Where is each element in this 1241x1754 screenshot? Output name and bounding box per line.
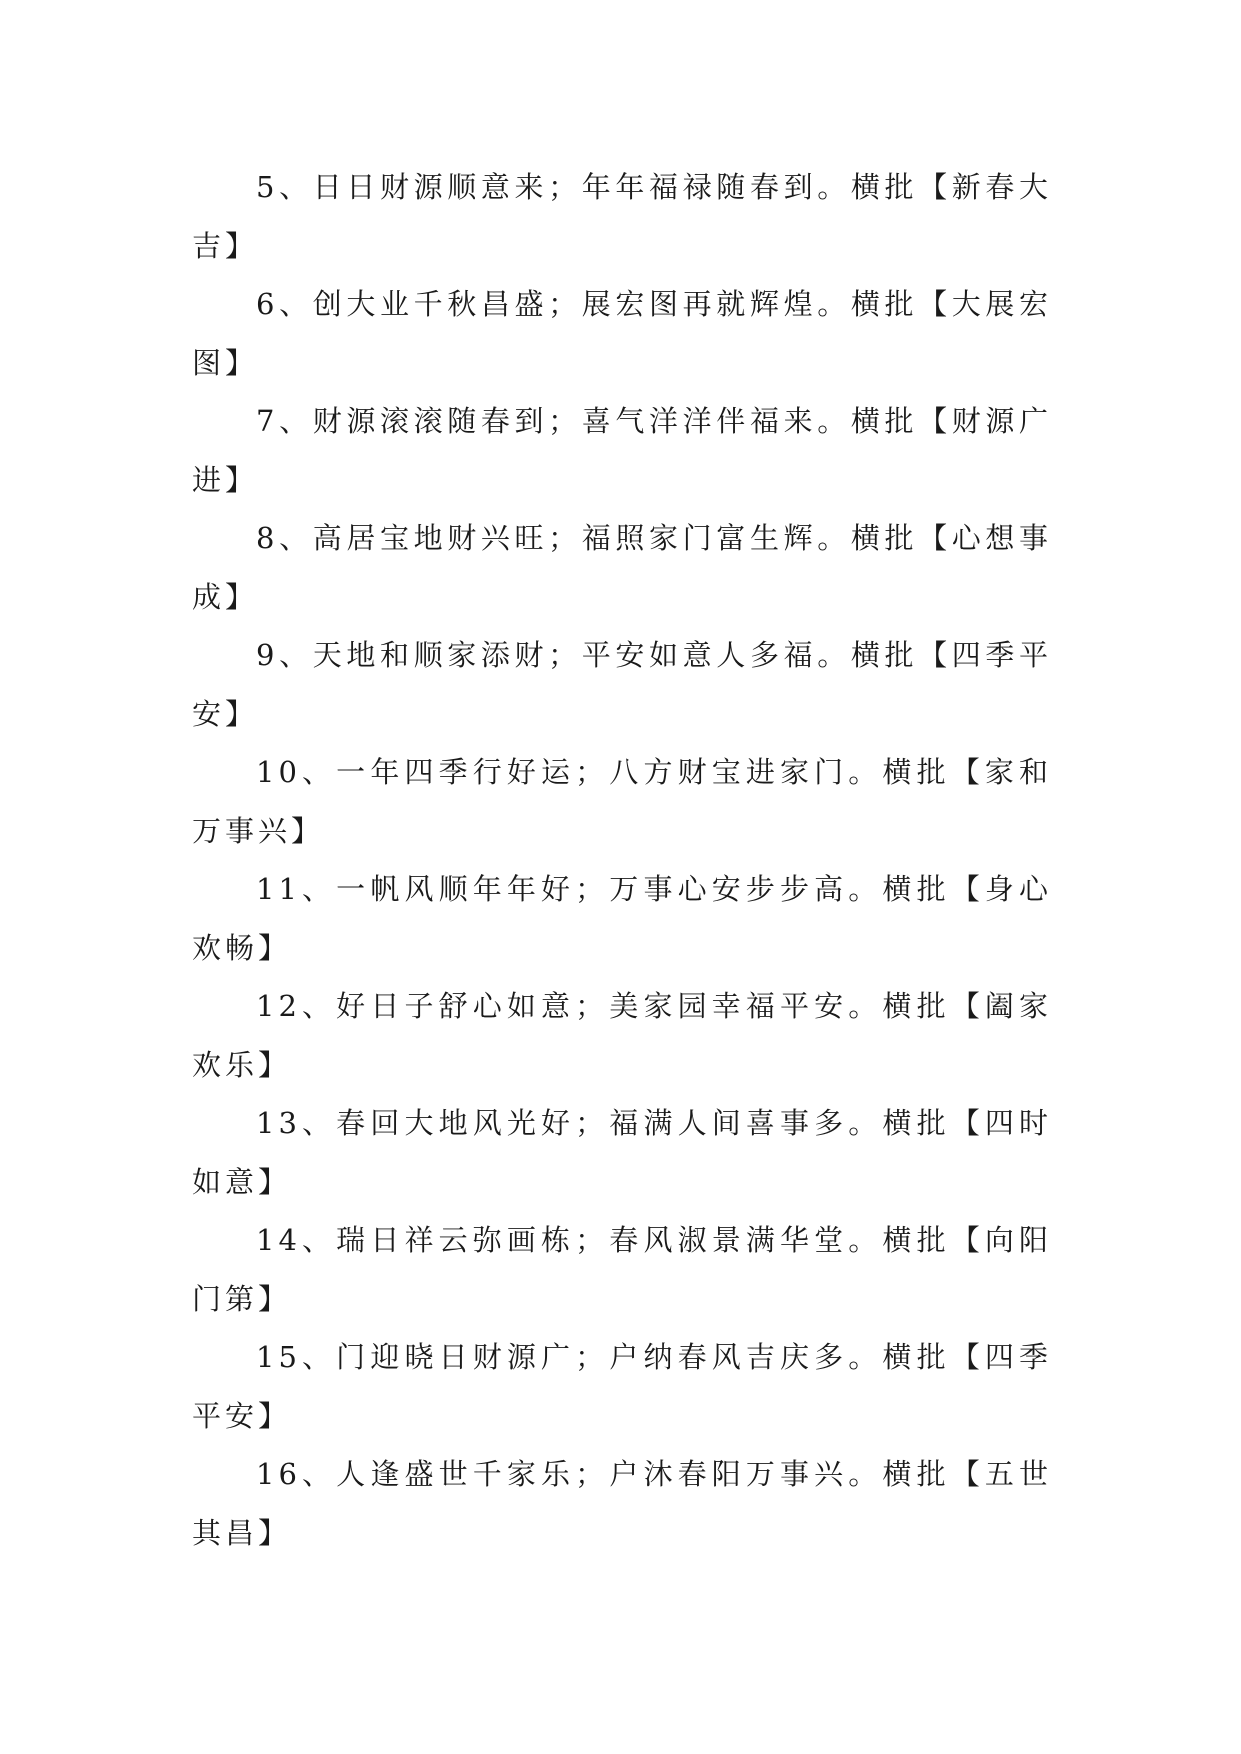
couplet-item: 5、日日财源顺意来；年年福禄随春到。横批【新春大吉】: [192, 170, 1052, 263]
couplet-item: 7、财源滚滚随春到；喜气洋洋伴福来。横批【财源广进】: [192, 404, 1052, 497]
couplet-item: 16、人逢盛世千家乐；户沐春阳万事兴。横批【五世其昌】: [192, 1457, 1052, 1550]
couplet-item: 15、门迎晓日财源广；户纳春风吉庆多。横批【四季平安】: [192, 1340, 1052, 1433]
couplet-item: 6、创大业千秋昌盛；展宏图再就辉煌。横批【大展宏图】: [192, 287, 1052, 380]
couplet-list: [192, 158, 1052, 1562]
couplet-item: 13、春回大地风光好；福满人间喜事多。横批【四时如意】: [192, 1106, 1052, 1199]
couplet-item: 12、好日子舒心如意；美家园幸福平安。横批【阖家欢乐】: [192, 989, 1052, 1082]
couplet-item: 11、一帆风顺年年好；万事心安步步高。横批【身心欢畅】: [192, 872, 1052, 965]
couplet-item: 8、高居宝地财兴旺；福照家门富生辉。横批【心想事成】: [192, 521, 1052, 614]
couplet-item: 14、瑞日祥云弥画栋；春风淑景满华堂。横批【向阳门第】: [192, 1223, 1052, 1316]
couplet-item: 10、一年四季行好运；八方财宝进家门。横批【家和万事兴】: [192, 755, 1052, 848]
couplet-item: 9、天地和顺家添财；平安如意人多福。横批【四季平安】: [192, 638, 1052, 731]
